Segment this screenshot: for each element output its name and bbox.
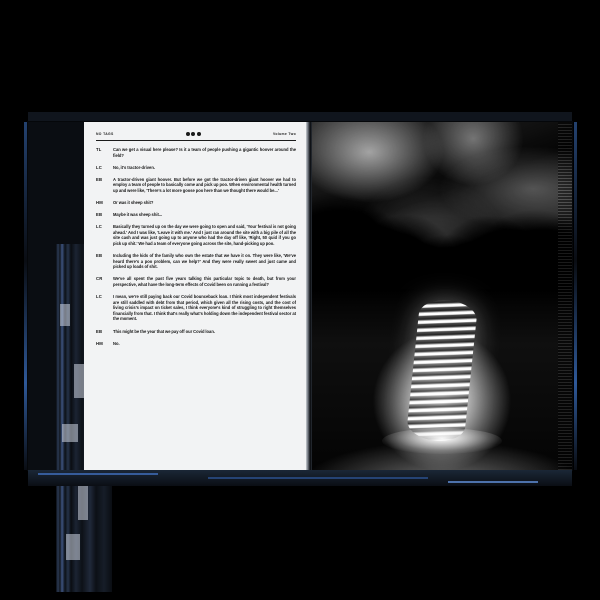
speaker-initials: HM bbox=[96, 200, 103, 206]
speaker-initials: EB bbox=[96, 212, 103, 218]
page-header-left-label: NO TAGS bbox=[96, 132, 114, 136]
book-spread bbox=[28, 122, 572, 470]
spiral-sculpture-photo bbox=[312, 289, 572, 470]
transcript-entry bbox=[96, 253, 296, 270]
speaker-text: Or was it sheep shit? bbox=[113, 200, 154, 206]
speaker-initials: EB bbox=[96, 176, 103, 182]
speaker-initials: LC bbox=[96, 224, 102, 230]
page-noise-texture bbox=[558, 122, 572, 470]
speaker-text: This might be the year that we pay off our Covid loan. bbox=[113, 328, 215, 334]
transcript-list bbox=[96, 147, 296, 346]
transcript-entry bbox=[96, 200, 296, 206]
speaker-text: No, it's tractor-driven. bbox=[113, 164, 155, 170]
speaker-text: Including the kids of the family who own the estate that we have it on. They were like, 'We've heard there's a poo problem, can we help?' And they were really sweet and just came and picked up loads of shit. bbox=[113, 253, 296, 270]
speaker-initials: EB bbox=[96, 328, 103, 334]
speaker-text: A tractor-driven giant hoover. But before we got the tractor-driven giant hoover we had to employ a team of people to basically come and pick up poo. When environmental health turned up and were like, 'There's a lot more goose poo here than we thought there would be...' bbox=[113, 176, 296, 193]
page-header bbox=[96, 132, 296, 141]
right-edge-rail bbox=[574, 122, 577, 470]
speaker-initials: CR bbox=[96, 276, 103, 282]
speaker-initials: EB bbox=[96, 253, 103, 259]
transcript-entry bbox=[96, 341, 296, 347]
transcript-entry bbox=[96, 147, 296, 158]
right-photo-page bbox=[312, 122, 572, 470]
left-edge-rail bbox=[24, 122, 27, 470]
spiral-base-glow bbox=[382, 428, 502, 454]
speaker-text: I mean, we're still paying back our Covid bounceback loan. I think most independent festivals are still saddled with debt from that period, which given all the rising costs, and the cost of living crisis's impact on ticket sales, I think everyone's kind of struggling to right themselves financially from that. I think that's really what's holding down the independent festival sector at the moment. bbox=[113, 294, 296, 322]
speaker-text: No. bbox=[113, 340, 120, 346]
transcript-entry bbox=[96, 294, 296, 322]
speaker-initials: LC bbox=[96, 164, 102, 170]
speaker-initials: HM bbox=[96, 340, 103, 346]
speaker-initials: TL bbox=[96, 147, 102, 152]
three-dots-icon bbox=[186, 132, 201, 136]
page-header-right-label: Volume Two bbox=[273, 132, 296, 136]
speaker-text: Maybe it was sheep shit... bbox=[113, 212, 163, 218]
transcript-entry bbox=[96, 329, 296, 335]
speaker-text: Basically they turned up on the day we were going to open and said, 'Your festival is not going ahead.' And I was like, 'Leave it with me.' And I just ran around the site with a big pile of all the site cash and was just going up to anyone who had the day off like, 'Right, 50 quid if you go pick up shit.' We had a team of everyone going across the site, hand-picking up poo. bbox=[113, 224, 296, 247]
crowd-silhouette bbox=[312, 185, 572, 289]
speaker-initials: LC bbox=[96, 294, 102, 300]
crowd-dancing-photo bbox=[312, 122, 572, 289]
transcript-entry bbox=[96, 177, 296, 194]
left-text-page bbox=[84, 122, 306, 470]
transcript-entry bbox=[96, 224, 296, 246]
top-glitch-band bbox=[28, 112, 572, 122]
speaker-text: Can we get a visual here please? Is it a team of people pushing a gigantic hoover around the field? bbox=[113, 147, 296, 158]
transcript-entry bbox=[96, 276, 296, 287]
speaker-text: We've all spent the past five years talking this particular topic to death, but from your perspective, what have the long-term effects of Covid been on running a festival? bbox=[113, 276, 296, 287]
transcript-entry bbox=[96, 165, 296, 171]
transcript-entry bbox=[96, 212, 296, 218]
spiral-shape bbox=[406, 297, 478, 443]
